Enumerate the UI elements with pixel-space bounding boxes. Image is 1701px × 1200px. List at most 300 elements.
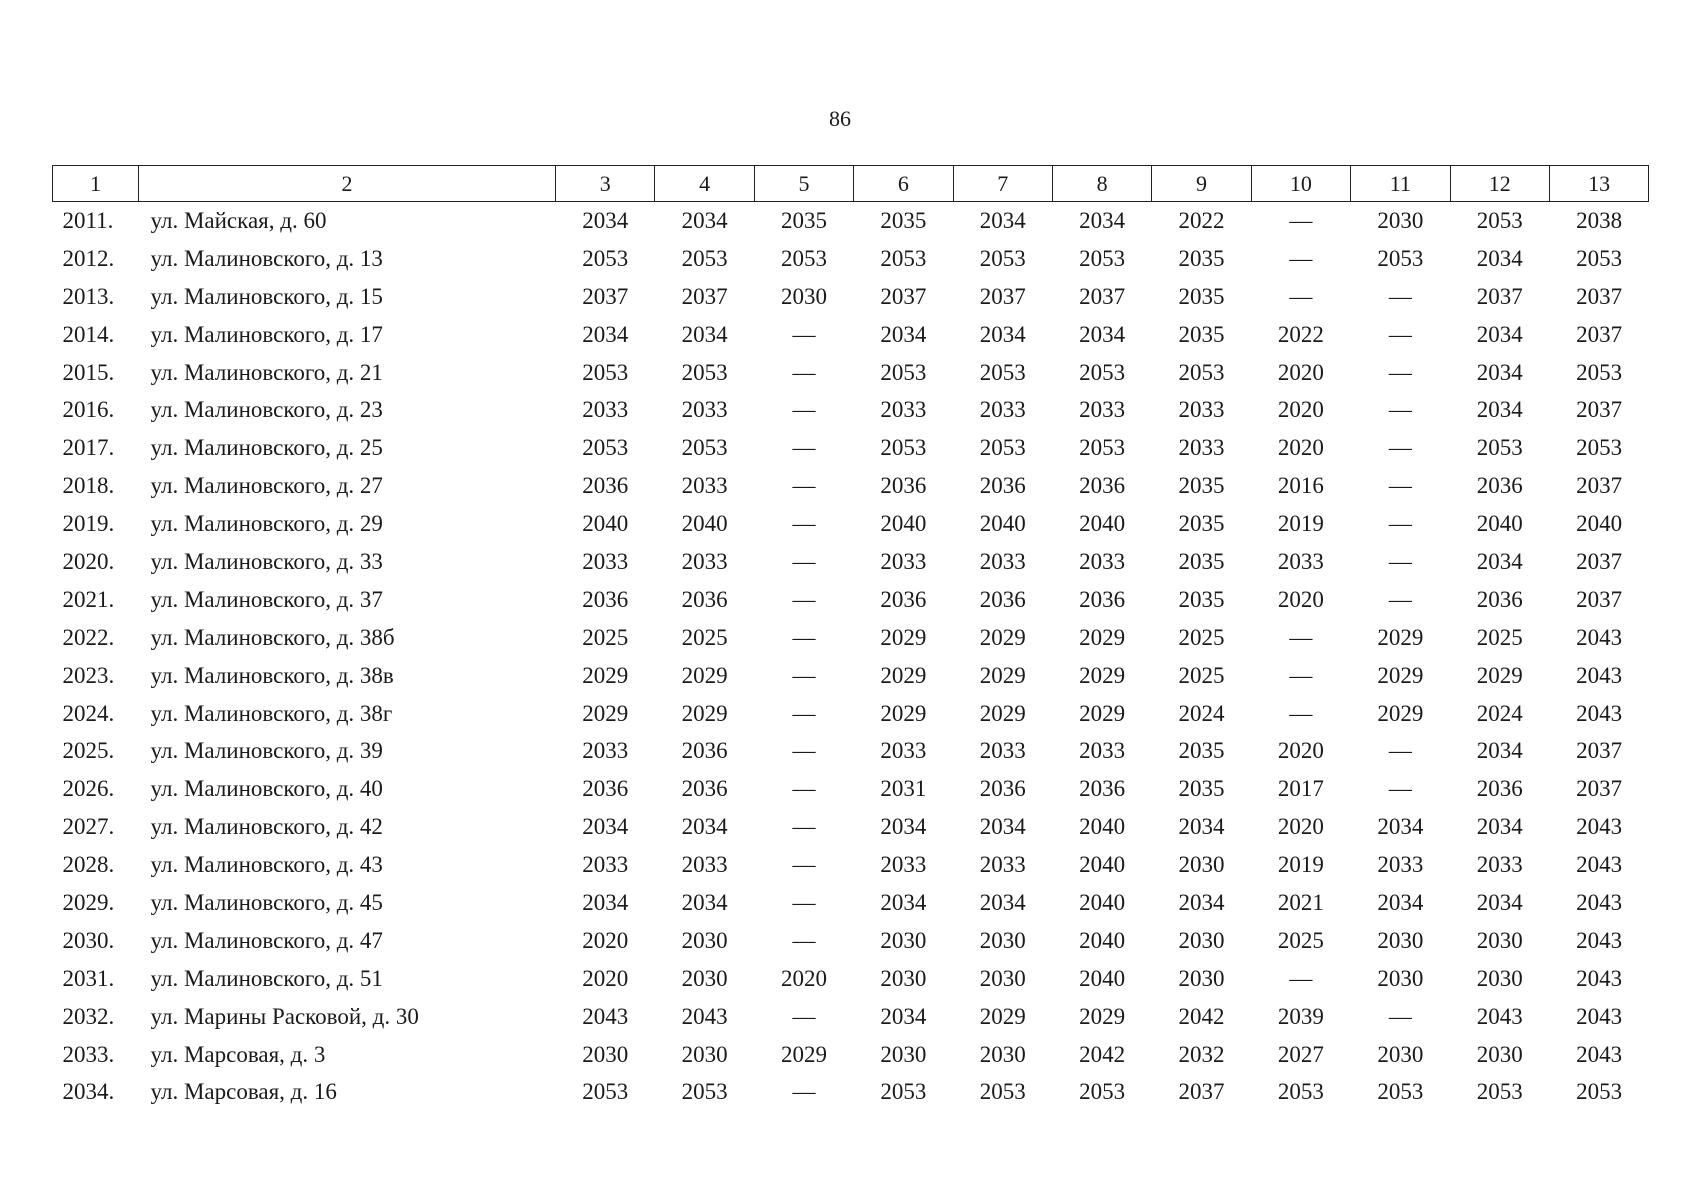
value-cell-col-11: 2033	[1377, 852, 1424, 878]
value-cell-col-11: 2034	[1377, 889, 1424, 915]
value-cell-col-7: 2033	[979, 397, 1026, 423]
column-header-2: 2	[139, 166, 556, 202]
value-cell-col-9: 2042	[1178, 1003, 1225, 1029]
table-row	[53, 467, 1649, 505]
header-row	[53, 166, 1649, 202]
value-cell-col-6: 2035	[880, 207, 927, 233]
value-cell-col-12: 2037	[1476, 283, 1523, 309]
page-number: 86	[829, 106, 851, 131]
value-cell-col-8: 2040	[1079, 511, 1126, 537]
value-cell-col-11: —	[1388, 776, 1412, 802]
address-cell: ул. Малиновского, д. 25	[150, 435, 383, 461]
value-cell-col-10: 2020	[1277, 738, 1324, 764]
table-row	[53, 619, 1649, 657]
row-number: 2032.	[62, 1003, 115, 1029]
column-header-9: 9	[1152, 166, 1251, 202]
value-cell-col-7: 2036	[979, 473, 1026, 499]
value-cell-col-11: 2034	[1377, 814, 1424, 840]
value-cell-col-11: 2053	[1377, 245, 1424, 271]
value-cell-col-10: 2053	[1277, 1079, 1324, 1105]
column-header-10: 10	[1251, 166, 1350, 202]
value-cell-col-12: 2030	[1476, 927, 1523, 953]
value-cell-col-8: 2036	[1079, 776, 1126, 802]
value-cell-col-5: —	[792, 359, 816, 385]
table-row	[53, 657, 1649, 695]
value-cell-col-9: 2033	[1178, 397, 1225, 423]
table-row	[53, 505, 1649, 543]
value-cell-col-13: 2043	[1576, 700, 1623, 726]
column-header-8: 8	[1052, 166, 1151, 202]
address-cell: ул. Малиновского, д. 23	[150, 397, 383, 423]
value-cell-col-3: 2034	[582, 321, 629, 347]
value-cell-col-8: 2040	[1079, 927, 1126, 953]
table-row	[53, 354, 1649, 392]
data-table	[52, 165, 1649, 1111]
value-cell-col-3: 2043	[582, 1003, 629, 1029]
value-cell-col-9: 2030	[1178, 927, 1225, 953]
value-cell-col-11: —	[1388, 397, 1412, 423]
address-cell: ул. Малиновского, д. 39	[150, 738, 383, 764]
value-cell-col-6: 2036	[880, 473, 927, 499]
table-row	[53, 770, 1649, 808]
row-number: 2016.	[62, 397, 115, 423]
value-cell-col-6: 2053	[880, 435, 927, 461]
value-cell-col-13: 2043	[1576, 889, 1623, 915]
value-cell-col-11: 2029	[1377, 624, 1424, 650]
value-cell-col-5: —	[792, 321, 816, 347]
value-cell-col-8: 2029	[1079, 624, 1126, 650]
value-cell-col-5: —	[792, 397, 816, 423]
value-cell-col-9: 2035	[1178, 586, 1225, 612]
value-cell-col-7: 2034	[979, 207, 1026, 233]
value-cell-col-6: 2033	[880, 852, 927, 878]
value-cell-col-4: 2043	[681, 1003, 728, 1029]
value-cell-col-8: 2034	[1079, 321, 1126, 347]
value-cell-col-5: 2020	[780, 965, 827, 991]
value-cell-col-4: 2025	[681, 624, 728, 650]
value-cell-col-10: 2019	[1277, 852, 1324, 878]
value-cell-col-4: 2030	[681, 927, 728, 953]
value-cell-col-8: 2053	[1079, 359, 1126, 385]
address-cell: ул. Малиновского, д. 43	[150, 852, 383, 878]
address-cell: ул. Марсовая, д. 16	[150, 1079, 337, 1105]
row-number: 2034.	[62, 1079, 115, 1105]
value-cell-col-4: 2036	[681, 586, 728, 612]
value-cell-col-3: 2036	[582, 776, 629, 802]
row-number: 2013.	[62, 283, 115, 309]
value-cell-col-13: 2043	[1576, 927, 1623, 953]
table-row	[53, 543, 1649, 581]
row-number: 2024.	[62, 700, 115, 726]
value-cell-col-12: 2025	[1476, 624, 1523, 650]
address-cell: ул. Малиновского, д. 42	[150, 814, 383, 840]
value-cell-col-12: 2030	[1476, 1041, 1523, 1067]
value-cell-col-3: 2029	[582, 700, 629, 726]
address-cell: ул. Малиновского, д. 38в	[150, 662, 394, 688]
value-cell-col-7: 2029	[979, 700, 1026, 726]
address-cell: ул. Малиновского, д. 40	[150, 776, 383, 802]
value-cell-col-4: 2053	[681, 435, 728, 461]
value-cell-col-6: 2030	[880, 965, 927, 991]
value-cell-col-7: 2029	[979, 1003, 1026, 1029]
value-cell-col-6: 2029	[880, 700, 927, 726]
table-row	[53, 808, 1649, 846]
value-cell-col-8: 2037	[1079, 283, 1126, 309]
value-cell-col-13: 2043	[1576, 1003, 1623, 1029]
address-cell: ул. Малиновского, д. 29	[150, 511, 383, 537]
table-row	[53, 884, 1649, 922]
value-cell-col-9: 2035	[1178, 245, 1225, 271]
value-cell-col-12: 2034	[1476, 548, 1523, 574]
value-cell-col-11: —	[1388, 359, 1412, 385]
value-cell-col-8: 2053	[1079, 435, 1126, 461]
address-cell: ул. Малиновского, д. 47	[150, 927, 383, 953]
table-row	[53, 922, 1649, 960]
value-cell-col-4: 2034	[681, 321, 728, 347]
value-cell-col-10: 2020	[1277, 814, 1324, 840]
value-cell-col-9: 2037	[1178, 1079, 1225, 1105]
value-cell-col-10: 2019	[1277, 511, 1324, 537]
address-cell: ул. Малиновского, д. 27	[150, 473, 383, 499]
value-cell-col-8: 2033	[1079, 738, 1126, 764]
value-cell-col-4: 2037	[681, 283, 728, 309]
address-cell: ул. Малиновского, д. 17	[150, 321, 383, 347]
value-cell-col-13: 2037	[1576, 397, 1623, 423]
value-cell-col-13: 2043	[1576, 965, 1623, 991]
value-cell-col-10: —	[1289, 207, 1313, 233]
value-cell-col-12: 2034	[1476, 738, 1523, 764]
value-cell-col-5: 2053	[780, 245, 827, 271]
value-cell-col-10: —	[1289, 662, 1313, 688]
value-cell-col-11: 2029	[1377, 662, 1424, 688]
value-cell-col-9: 2053	[1178, 359, 1225, 385]
value-cell-col-8: 2040	[1079, 852, 1126, 878]
address-cell: ул. Малиновского, д. 15	[150, 283, 383, 309]
value-cell-col-7: 2034	[979, 321, 1026, 347]
value-cell-col-7: 2033	[979, 852, 1026, 878]
value-cell-col-3: 2037	[582, 283, 629, 309]
value-cell-col-12: 2040	[1476, 511, 1523, 537]
value-cell-col-12: 2030	[1476, 965, 1523, 991]
value-cell-col-9: 2030	[1178, 852, 1225, 878]
value-cell-col-4: 2029	[681, 662, 728, 688]
value-cell-col-3: 2034	[582, 814, 629, 840]
value-cell-col-13: 2053	[1576, 245, 1623, 271]
value-cell-col-7: 2030	[979, 1041, 1026, 1067]
value-cell-col-4: 2053	[681, 1079, 728, 1105]
row-number: 2030.	[62, 927, 115, 953]
address-cell: ул. Малиновского, д. 51	[150, 965, 383, 991]
value-cell-col-6: 2030	[880, 927, 927, 953]
value-cell-col-9: 2035	[1178, 548, 1225, 574]
value-cell-col-8: 2040	[1079, 965, 1126, 991]
value-cell-col-8: 2036	[1079, 586, 1126, 612]
value-cell-col-6: 2036	[880, 586, 927, 612]
value-cell-col-7: 2053	[979, 1079, 1026, 1105]
value-cell-col-5: —	[792, 586, 816, 612]
value-cell-col-7: 2040	[979, 511, 1026, 537]
value-cell-col-4: 2036	[681, 738, 728, 764]
value-cell-col-9: 2025	[1178, 624, 1225, 650]
value-cell-col-8: 2029	[1079, 700, 1126, 726]
value-cell-col-8: 2053	[1079, 1079, 1126, 1105]
value-cell-col-4: 2033	[681, 548, 728, 574]
value-cell-col-3: 2020	[582, 927, 629, 953]
value-cell-col-11: —	[1388, 511, 1412, 537]
value-cell-col-11: —	[1388, 321, 1412, 347]
value-cell-col-9: 2035	[1178, 283, 1225, 309]
value-cell-col-9: 2034	[1178, 889, 1225, 915]
address-cell: ул. Малиновского, д. 38б	[150, 624, 395, 650]
value-cell-col-6: 2033	[880, 397, 927, 423]
table-row	[53, 316, 1649, 354]
value-cell-col-12: 2024	[1476, 700, 1523, 726]
value-cell-col-13: 2043	[1576, 662, 1623, 688]
value-cell-col-5: 2035	[780, 207, 827, 233]
value-cell-col-9: 2033	[1178, 435, 1225, 461]
row-number: 2026.	[62, 776, 115, 802]
value-cell-col-11: —	[1388, 473, 1412, 499]
value-cell-col-6: 2053	[880, 1079, 927, 1105]
value-cell-col-3: 2033	[582, 738, 629, 764]
address-cell: ул. Малиновского, д. 13	[150, 245, 383, 271]
value-cell-col-12: 2033	[1476, 852, 1523, 878]
value-cell-col-9: 2035	[1178, 473, 1225, 499]
value-cell-col-9: 2035	[1178, 776, 1225, 802]
value-cell-col-8: 2033	[1079, 397, 1126, 423]
value-cell-col-13: 2037	[1576, 283, 1623, 309]
value-cell-col-12: 2029	[1476, 662, 1523, 688]
value-cell-col-10: 2016	[1277, 473, 1324, 499]
value-cell-col-9: 2035	[1178, 321, 1225, 347]
value-cell-col-6: 2034	[880, 814, 927, 840]
column-header-12: 12	[1450, 166, 1549, 202]
value-cell-col-12: 2036	[1476, 776, 1523, 802]
row-number: 2028.	[62, 852, 115, 878]
value-cell-col-13: 2053	[1576, 1079, 1623, 1105]
value-cell-col-7: 2030	[979, 965, 1026, 991]
value-cell-col-3: 2040	[582, 511, 629, 537]
value-cell-col-3: 2020	[582, 965, 629, 991]
table-row	[53, 998, 1649, 1036]
value-cell-col-4: 2033	[681, 473, 728, 499]
column-header-3: 3	[556, 166, 655, 202]
table-row	[53, 960, 1649, 998]
table-row	[53, 1073, 1649, 1111]
value-cell-col-10: 2025	[1277, 927, 1324, 953]
value-cell-col-10: 2020	[1277, 397, 1324, 423]
value-cell-col-7: 2034	[979, 814, 1026, 840]
value-cell-col-9: 2030	[1178, 965, 1225, 991]
value-cell-col-12: 2036	[1476, 473, 1523, 499]
row-number: 2023.	[62, 662, 115, 688]
address-cell: ул. Майская, д. 60	[150, 207, 327, 233]
value-cell-col-11: —	[1388, 548, 1412, 574]
value-cell-col-8: 2042	[1079, 1041, 1126, 1067]
table-row	[53, 732, 1649, 770]
row-number: 2025.	[62, 738, 115, 764]
value-cell-col-3: 2030	[582, 1041, 629, 1067]
value-cell-col-6: 2030	[880, 1041, 927, 1067]
value-cell-col-5: —	[792, 700, 816, 726]
value-cell-col-10: —	[1289, 700, 1313, 726]
value-cell-col-6: 2053	[880, 359, 927, 385]
address-cell: ул. Малиновского, д. 37	[150, 586, 383, 612]
value-cell-col-4: 2029	[681, 700, 728, 726]
value-cell-col-5: —	[792, 738, 816, 764]
row-number: 2011.	[62, 207, 114, 233]
value-cell-col-10: 2017	[1277, 776, 1324, 802]
value-cell-col-11: —	[1388, 283, 1412, 309]
value-cell-col-10: 2027	[1277, 1041, 1324, 1067]
value-cell-col-6: 2034	[880, 1003, 927, 1029]
value-cell-col-12: 2034	[1476, 889, 1523, 915]
value-cell-col-12: 2053	[1476, 207, 1523, 233]
row-number: 2017.	[62, 435, 115, 461]
value-cell-col-3: 2036	[582, 586, 629, 612]
table-row	[53, 846, 1649, 884]
value-cell-col-7: 2029	[979, 662, 1026, 688]
value-cell-col-12: 2034	[1476, 359, 1523, 385]
value-cell-col-13: 2037	[1576, 738, 1623, 764]
column-header-6: 6	[854, 166, 953, 202]
value-cell-col-10: 2022	[1277, 321, 1324, 347]
value-cell-col-6: 2033	[880, 548, 927, 574]
value-cell-col-11: —	[1388, 1003, 1412, 1029]
row-number: 2012.	[62, 245, 115, 271]
value-cell-col-13: 2038	[1576, 207, 1623, 233]
value-cell-col-13: 2043	[1576, 624, 1623, 650]
value-cell-col-13: 2040	[1576, 511, 1623, 537]
value-cell-col-10: 2033	[1277, 548, 1324, 574]
value-cell-col-11: 2030	[1377, 965, 1424, 991]
value-cell-col-10: —	[1289, 965, 1313, 991]
value-cell-col-6: 2034	[880, 321, 927, 347]
value-cell-col-5: —	[792, 511, 816, 537]
value-cell-col-11: —	[1388, 738, 1412, 764]
value-cell-col-3: 2053	[582, 245, 629, 271]
value-cell-col-3: 2034	[582, 207, 629, 233]
value-cell-col-12: 2036	[1476, 586, 1523, 612]
value-cell-col-10: —	[1289, 245, 1313, 271]
value-cell-col-6: 2040	[880, 511, 927, 537]
value-cell-col-9: 2032	[1178, 1041, 1225, 1067]
value-cell-col-11: 2030	[1377, 207, 1424, 233]
value-cell-col-10: —	[1289, 283, 1313, 309]
address-cell: ул. Марсовая, д. 3	[150, 1041, 326, 1067]
value-cell-col-13: 2043	[1576, 1041, 1623, 1067]
value-cell-col-3: 2033	[582, 548, 629, 574]
value-cell-col-10: 2020	[1277, 359, 1324, 385]
value-cell-col-13: 2037	[1576, 473, 1623, 499]
column-header-13: 13	[1549, 166, 1648, 202]
value-cell-col-6: 2029	[880, 662, 927, 688]
value-cell-col-5: 2030	[780, 283, 827, 309]
value-cell-col-5: —	[792, 1003, 816, 1029]
value-cell-col-8: 2029	[1079, 1003, 1126, 1029]
value-cell-col-7: 2033	[979, 548, 1026, 574]
value-cell-col-7: 2036	[979, 586, 1026, 612]
value-cell-col-6: 2029	[880, 624, 927, 650]
value-cell-col-4: 2034	[681, 207, 728, 233]
table-row	[53, 695, 1649, 733]
table-row	[53, 278, 1649, 316]
address-cell: ул. Малиновского, д. 45	[150, 889, 383, 915]
value-cell-col-13: 2037	[1576, 586, 1623, 612]
value-cell-col-7: 2030	[979, 927, 1026, 953]
value-cell-col-5: —	[792, 435, 816, 461]
table-row	[53, 202, 1649, 240]
value-cell-col-9: 2035	[1178, 738, 1225, 764]
value-cell-col-12: 2043	[1476, 1003, 1523, 1029]
value-cell-col-4: 2033	[681, 397, 728, 423]
address-cell: ул. Малиновского, д. 38г	[150, 700, 393, 726]
value-cell-col-8: 2034	[1079, 207, 1126, 233]
column-header-4: 4	[655, 166, 754, 202]
value-cell-col-8: 2053	[1079, 245, 1126, 271]
value-cell-col-10: 2039	[1277, 1003, 1324, 1029]
value-cell-col-9: 2024	[1178, 700, 1225, 726]
address-cell: ул. Малиновского, д. 21	[150, 359, 383, 385]
value-cell-col-4: 2040	[681, 511, 728, 537]
value-cell-col-3: 2036	[582, 473, 629, 499]
value-cell-col-10: 2020	[1277, 435, 1324, 461]
value-cell-col-11: 2053	[1377, 1079, 1424, 1105]
table-header	[53, 166, 1649, 202]
value-cell-col-9: 2034	[1178, 814, 1225, 840]
row-number: 2014.	[62, 321, 115, 347]
value-cell-col-5: —	[792, 889, 816, 915]
value-cell-col-5: —	[792, 852, 816, 878]
value-cell-col-7: 2053	[979, 435, 1026, 461]
address-cell: ул. Марины Расковой, д. 30	[150, 1003, 419, 1029]
row-number: 2027.	[62, 814, 115, 840]
value-cell-col-7: 2029	[979, 624, 1026, 650]
value-cell-col-5: 2029	[780, 1041, 827, 1067]
column-header-1: 1	[53, 166, 139, 202]
value-cell-col-5: —	[792, 624, 816, 650]
value-cell-col-4: 2033	[681, 852, 728, 878]
value-cell-col-8: 2040	[1079, 814, 1126, 840]
value-cell-col-5: —	[792, 814, 816, 840]
value-cell-col-7: 2033	[979, 738, 1026, 764]
row-number: 2033.	[62, 1041, 115, 1067]
value-cell-col-6: 2053	[880, 245, 927, 271]
value-cell-col-8: 2033	[1079, 548, 1126, 574]
row-number: 2031.	[62, 965, 115, 991]
value-cell-col-11: 2030	[1377, 1041, 1424, 1067]
value-cell-col-5: —	[792, 662, 816, 688]
value-cell-col-9: 2035	[1178, 511, 1225, 537]
table-row	[53, 1036, 1649, 1074]
value-cell-col-3: 2053	[582, 359, 629, 385]
value-cell-col-12: 2034	[1476, 814, 1523, 840]
row-number: 2029.	[62, 889, 115, 915]
value-cell-col-6: 2037	[880, 283, 927, 309]
value-cell-col-7: 2034	[979, 889, 1026, 915]
table-row	[53, 429, 1649, 467]
value-cell-col-8: 2040	[1079, 889, 1126, 915]
value-cell-col-6: 2033	[880, 738, 927, 764]
value-cell-col-5: —	[792, 927, 816, 953]
value-cell-col-9: 2025	[1178, 662, 1225, 688]
value-cell-col-5: —	[792, 1079, 816, 1105]
value-cell-col-13: 2037	[1576, 321, 1623, 347]
row-number: 2015.	[62, 359, 115, 385]
value-cell-col-11: 2029	[1377, 700, 1424, 726]
value-cell-col-3: 2034	[582, 889, 629, 915]
value-cell-col-7: 2053	[979, 245, 1026, 271]
